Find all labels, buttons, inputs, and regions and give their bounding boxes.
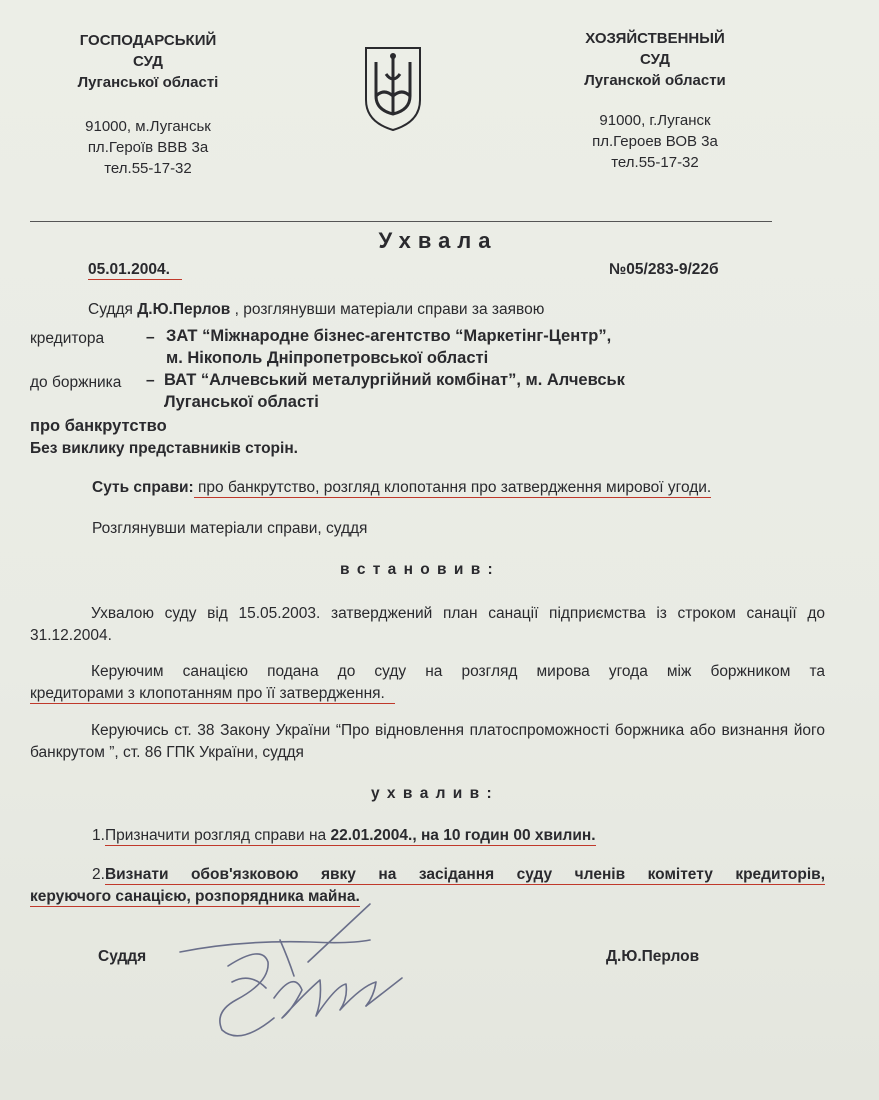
ruling-item-1-text: Призначити розгляд справи на: [104, 827, 331, 844]
creditor-line1: ЗАТ “Міжнародне бізнес-агентство “Маркетінг-Центр”,: [166, 327, 612, 345]
court-address-ru-line1: 91000, г.Луганск: [599, 112, 711, 129]
court-name-ru-line1: ХОЗЯЙСТВЕННЫЙ: [585, 30, 725, 47]
ruled-heading-text: у х в а л и в :: [371, 785, 494, 802]
established-heading-text: в с т а н о в и в :: [340, 561, 495, 578]
document-date: [88, 259, 182, 281]
court-name-ru-line2: СУД: [640, 51, 670, 68]
ruling-item-2-line1: [92, 864, 825, 886]
paragraph-settlement-line2-text: кредиторами з клопотанням про її затвердження.: [30, 685, 395, 704]
document-title: Ухвала: [378, 228, 498, 253]
court-name-ua-line2: СУД: [133, 53, 163, 70]
court-name-ua-line3: Луганської області: [77, 74, 219, 91]
court-address-ru-line3: тел.55-17-32: [611, 154, 699, 171]
court-name-ru-line3: Луганской области: [584, 72, 726, 89]
creditor-label: кредитора: [30, 330, 105, 347]
reviewed-statement: Розглянувши матеріали справи, суддя: [92, 520, 368, 537]
paragraph-law-reference: Керуючись ст. 38 Закону України “Про відновлення платоспроможності боржника або визнання його банкрутом ”, ст. 86 ГПК України, суддя: [30, 722, 825, 761]
judge-intro: [88, 299, 544, 321]
court-address-ua-line2: пл.Героїв ВВВ 3а: [87, 139, 209, 156]
ruling-item-2-number: 2.: [92, 866, 105, 883]
case-subject: про банкрутство: [30, 417, 167, 435]
court-address-ua-line3: тел.55-17-32: [104, 160, 192, 177]
case-essence-text: про банкрутство, розгляд клопотання про затвердження мирової угоди.: [193, 479, 712, 496]
ruling-item-1-date: 22.01.2004., на 10 годин 00 хвилин.: [330, 827, 596, 844]
court-name-ua-line1: ГОСПОДАРСЬКИЙ: [79, 32, 217, 49]
court-address-ru: [555, 110, 755, 173]
paragraph-settlement-line1: Керуючим санацією подана до суду на розгляд мирова угода між боржником та: [91, 663, 825, 680]
signature-label: Суддя: [98, 948, 147, 965]
trident-emblem-icon: [362, 44, 424, 134]
established-heading: [340, 559, 494, 581]
judge-suffix: , розглянувши матеріали справи за заявою: [230, 301, 545, 318]
handwritten-signature: [170, 900, 450, 1050]
paragraph-settlement-line2: [30, 683, 395, 705]
paragraph-plan: Ухвалою суду від 15.05.2003. затверджений план санації підприємства із строком санації до 31.12.2004.: [30, 605, 825, 644]
creditor-dash: –: [146, 329, 155, 346]
court-address-ua: [48, 116, 248, 179]
judge-name: Д.Ю.Перлов: [137, 301, 231, 318]
debtor-line1: ВАТ “Алчевський металургійний комбінат”, м. Алчевськ: [164, 371, 625, 389]
court-address-ua-line1: 91000, м.Луганськ: [85, 118, 211, 135]
case-essence-label: Суть справи:: [92, 479, 194, 496]
ruling-item-1-number: 1.: [92, 827, 105, 844]
court-address-ru-line2: пл.Героев ВОВ 3а: [592, 133, 718, 150]
ruling-item-2-line2-text: керуючого санацією, розпорядника майна.: [30, 888, 360, 905]
no-parties-note: Без виклику представників сторін.: [30, 440, 298, 457]
ruled-heading: [371, 783, 493, 805]
debtor-line2: Луганської області: [164, 393, 319, 411]
debtor-dash: –: [146, 372, 155, 389]
document-date-text: 05.01.2004.: [88, 261, 182, 280]
header-divider: [30, 221, 772, 222]
ruling-item-2-text: Визнати обов'язковою явку на засідання суду членів комітету кредиторів,: [104, 866, 825, 883]
ruling-item-1: [92, 825, 596, 847]
ruling-item-1-underlined: [105, 827, 596, 846]
creditor-line2: м. Нікополь Дніпропетровської області: [166, 349, 489, 367]
case-essence: [92, 477, 711, 499]
debtor-label: до боржника: [30, 374, 122, 391]
document-number: №05/283-9/22б: [609, 261, 719, 278]
court-name-ru: [555, 28, 755, 91]
judge-prefix: Суддя: [88, 301, 138, 318]
court-name-ua: [48, 30, 248, 93]
signature-name: Д.Ю.Перлов: [606, 948, 700, 965]
